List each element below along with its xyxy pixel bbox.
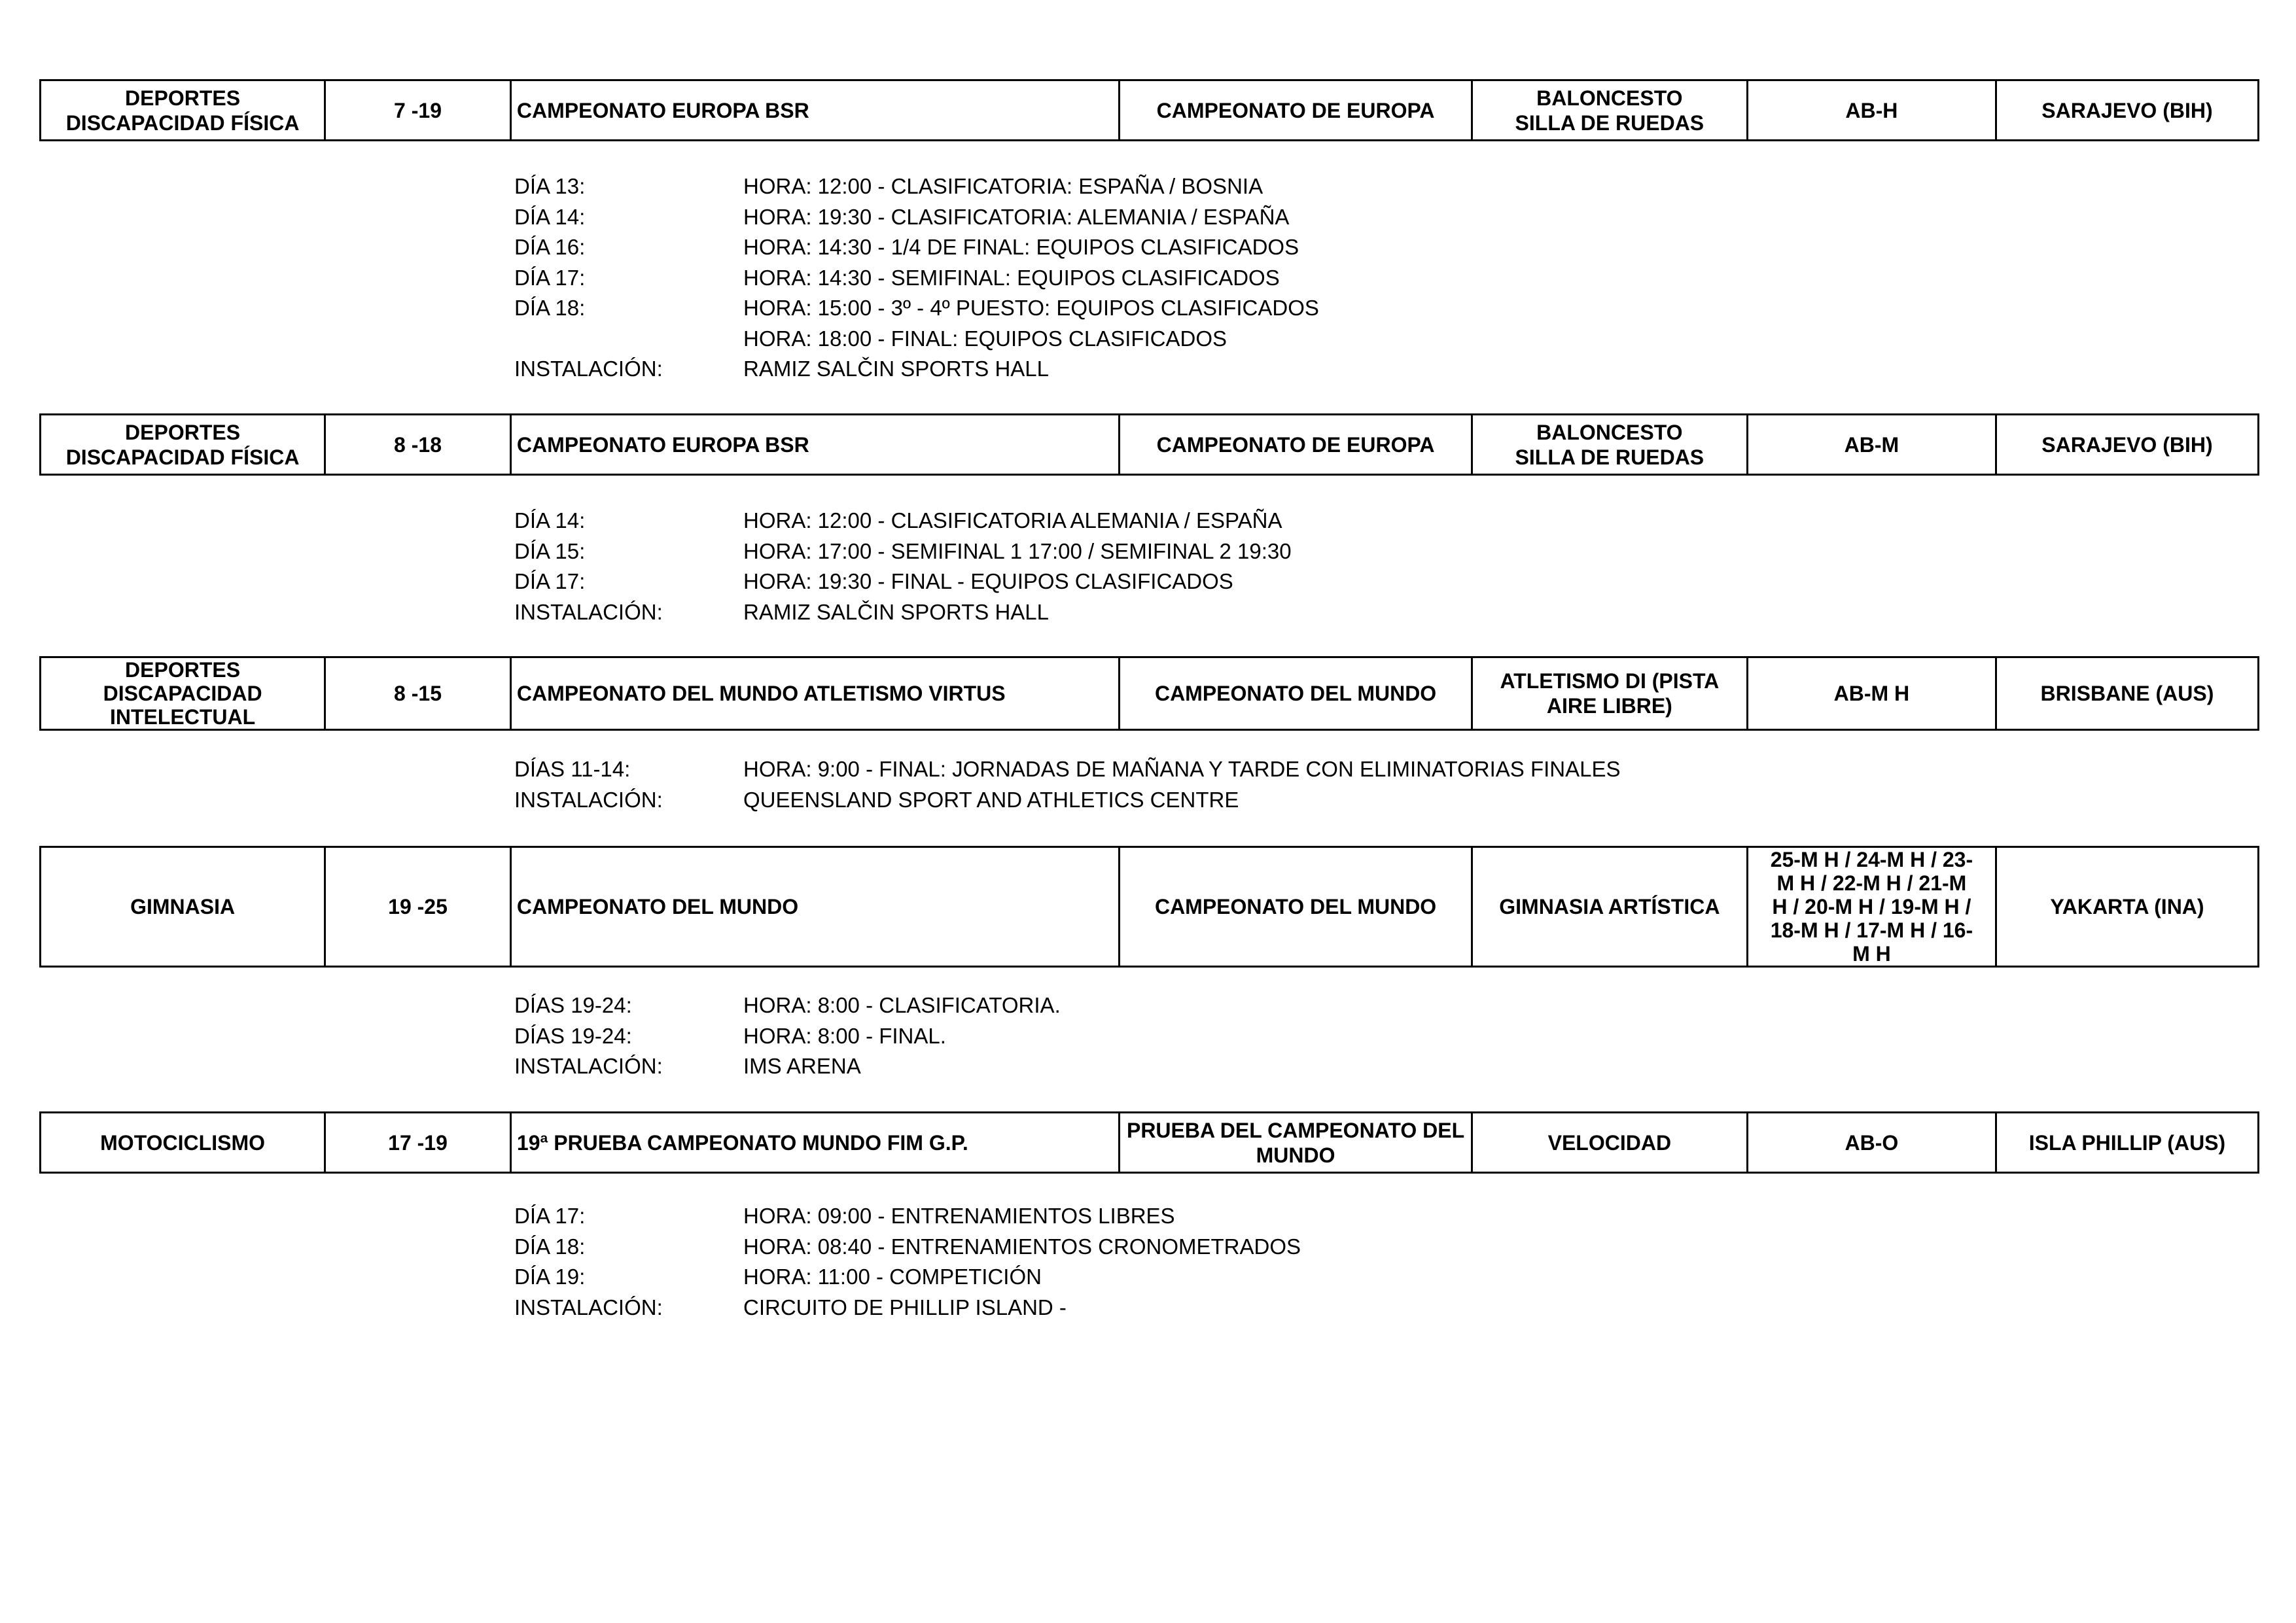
category-text: 25-M H / 24-M H / 23- M H / 22-M H / 21-M H / 20-M H / 19-M H / 18-M H / 17-M H / 16- M H — [1770, 848, 1973, 966]
event-details — [514, 990, 2085, 1082]
detail-value: HORA: 14:30 - SEMIFINAL: EQUIPOS CLASIFICADOS — [743, 265, 1280, 290]
detail-row — [514, 293, 2085, 324]
dates-cell: 7 -19 — [325, 80, 511, 141]
detail-row — [514, 1201, 2085, 1232]
sport-cell — [41, 415, 325, 475]
venue-value: IMS ARENA — [743, 1054, 861, 1078]
detail-row — [514, 1262, 2085, 1293]
event-row — [41, 847, 2259, 967]
discipline-cell: VELOCIDAD — [1472, 1113, 1747, 1173]
venue-label: INSTALACIÓN: — [514, 599, 663, 624]
detail-value: HORA: 17:00 - SEMIFINAL 1 17:00 / SEMIFINAL 2 19:30 — [743, 538, 1292, 563]
category-cell: AB-M H — [1747, 657, 1996, 730]
event-details — [514, 1201, 2085, 1323]
detail-value: HORA: 8:00 - CLASIFICATORIA. — [743, 993, 1061, 1017]
sport-cell: MOTOCICLISMO — [41, 1113, 325, 1173]
detail-row — [514, 506, 2085, 536]
competition-cell: CAMPEONATO EUROPA BSR — [510, 415, 1119, 475]
detail-value: HORA: 14:30 - 1/4 DE FINAL: EQUIPOS CLASIFICADOS — [743, 235, 1299, 259]
detail-value: HORA: 09:00 - ENTRENAMIENTOS LIBRES — [743, 1204, 1175, 1228]
venue-label: INSTALACIÓN: — [514, 1295, 663, 1319]
competition-cell: 19ª PRUEBA CAMPEONATO MUNDO FIM G.P. — [510, 1113, 1119, 1173]
discipline-text: BALONCESTO SILLA DE RUEDAS — [1515, 86, 1704, 135]
venue-value: QUEENSLAND SPORT AND ATHLETICS CENTRE — [743, 787, 1239, 812]
detail-row — [514, 263, 2085, 294]
type-cell: CAMPEONATO DE EUROPA — [1120, 415, 1472, 475]
detail-row — [514, 1021, 2085, 1052]
detail-label: DÍA 17: — [514, 265, 586, 290]
event-row — [41, 1113, 2259, 1173]
sport-cell: GIMNASIA — [41, 847, 325, 967]
dates-cell: 17 -19 — [325, 1113, 511, 1173]
detail-value: HORA: 18:00 - FINAL: EQUIPOS CLASIFICADOS — [743, 326, 1227, 351]
detail-label: DÍA 13: — [514, 174, 586, 198]
discipline-cell — [1472, 415, 1747, 475]
category-cell: AB-H — [1747, 80, 1996, 141]
detail-row — [514, 990, 2085, 1021]
detail-row — [514, 754, 2085, 785]
type-cell: CAMPEONATO DEL MUNDO — [1120, 657, 1472, 730]
detail-row — [514, 536, 2085, 567]
venue-row — [514, 1293, 2085, 1323]
venue-cell: BRISBANE (AUS) — [1996, 657, 2258, 730]
detail-label: DÍAS 19-24: — [514, 993, 632, 1017]
detail-label: DÍAS 11-14: — [514, 757, 631, 781]
detail-row — [514, 324, 2085, 355]
venue-label: INSTALACIÓN: — [514, 1054, 663, 1078]
venue-row — [514, 597, 2085, 628]
venue-row — [514, 785, 2085, 816]
venue-cell: SARAJEVO (BIH) — [1996, 80, 2258, 141]
venue-label: INSTALACIÓN: — [514, 357, 663, 381]
event-details — [514, 171, 2085, 385]
detail-value: HORA: 19:30 - CLASIFICATORIA: ALEMANIA / ESPAÑA — [743, 204, 1290, 229]
event-row-table — [39, 846, 2259, 968]
venue-value: RAMIZ SALČIN SPORTS HALL — [743, 357, 1050, 381]
dates-cell: 19 -25 — [325, 847, 511, 967]
venue-row — [514, 354, 2085, 385]
venue-cell: SARAJEVO (BIH) — [1996, 415, 2258, 475]
detail-row — [514, 232, 2085, 263]
event-row-table — [39, 1111, 2259, 1174]
detail-row — [514, 1232, 2085, 1263]
event-row — [41, 415, 2259, 475]
detail-row — [514, 202, 2085, 233]
detail-row — [514, 171, 2085, 202]
competition-cell: CAMPEONATO DEL MUNDO — [510, 847, 1119, 967]
sport-text: DEPORTES DISCAPACIDAD FÍSICA — [65, 420, 300, 469]
detail-label: DÍA 18: — [514, 1234, 586, 1259]
discipline-text: BALONCESTO SILLA DE RUEDAS — [1515, 420, 1704, 469]
venue-value: CIRCUITO DE PHILLIP ISLAND - — [743, 1295, 1067, 1319]
detail-label: DÍA 14: — [514, 204, 586, 229]
type-cell — [1120, 1113, 1472, 1173]
competition-cell: CAMPEONATO DEL MUNDO ATLETISMO VIRTUS — [510, 657, 1119, 730]
category-cell: AB-M — [1747, 415, 1996, 475]
detail-value: HORA: 9:00 - FINAL: JORNADAS DE MAÑANA Y TARDE CON ELIMINATORIAS FINALES — [743, 757, 1621, 781]
competition-cell: CAMPEONATO EUROPA BSR — [510, 80, 1119, 141]
dates-cell: 8 -15 — [325, 657, 511, 730]
event-row — [41, 657, 2259, 730]
detail-label: DÍA 14: — [514, 508, 586, 532]
sport-line-1: DEPORTES DISCAPACIDAD FÍSICA — [65, 86, 300, 135]
detail-value: HORA: 8:00 - FINAL. — [743, 1023, 946, 1048]
detail-label: DÍA 15: — [514, 538, 586, 563]
detail-label: DÍA 19: — [514, 1265, 586, 1289]
event-details — [514, 754, 2085, 815]
type-text: PRUEBA DEL CAMPEONATO DEL MUNDO — [1126, 1118, 1465, 1167]
event-row — [41, 80, 2259, 141]
sport-text: DEPORTES DISCAPACIDAD INTELECTUAL — [103, 658, 262, 729]
venue-value: RAMIZ SALČIN SPORTS HALL — [743, 599, 1050, 624]
detail-value: HORA: 12:00 - CLASIFICATORIA ALEMANIA / ESPAÑA — [743, 508, 1282, 532]
detail-label: DÍA 16: — [514, 235, 586, 259]
venue-cell: YAKARTA (INA) — [1996, 847, 2258, 967]
sport-cell — [41, 80, 325, 141]
type-cell: CAMPEONATO DE EUROPA — [1120, 80, 1472, 141]
event-row-table — [39, 79, 2259, 141]
detail-label: DÍA 17: — [514, 569, 586, 593]
detail-value: HORA: 15:00 - 3º - 4º PUESTO: EQUIPOS CLASIFICADOS — [743, 296, 1319, 320]
type-cell: CAMPEONATO DEL MUNDO — [1120, 847, 1472, 967]
detail-row — [514, 567, 2085, 597]
venue-label: INSTALACIÓN: — [514, 787, 663, 812]
category-cell — [1747, 847, 1996, 967]
category-cell: AB-O — [1747, 1113, 1996, 1173]
detail-label: DÍAS 19-24: — [514, 1023, 632, 1048]
discipline-cell: GIMNASIA ARTÍSTICA — [1472, 847, 1747, 967]
dates-cell: 8 -18 — [325, 415, 511, 475]
discipline-cell — [1472, 80, 1747, 141]
detail-value: HORA: 19:30 - FINAL - EQUIPOS CLASIFICADOS — [743, 569, 1233, 593]
event-details — [514, 506, 2085, 627]
detail-value: HORA: 12:00 - CLASIFICATORIA: ESPAÑA / BOSNIA — [743, 174, 1263, 198]
venue-cell: ISLA PHILLIP (AUS) — [1996, 1113, 2258, 1173]
detail-value: HORA: 08:40 - ENTRENAMIENTOS CRONOMETRADOS — [743, 1234, 1301, 1259]
discipline-text: ATLETISMO DI (PISTA AIRE LIBRE) — [1500, 669, 1720, 718]
venue-row — [514, 1051, 2085, 1082]
detail-label: DÍA 18: — [514, 296, 586, 320]
event-row-table — [39, 413, 2259, 476]
detail-label: DÍA 17: — [514, 1204, 586, 1228]
detail-value: HORA: 11:00 - COMPETICIÓN — [743, 1265, 1042, 1289]
event-row-table — [39, 656, 2259, 731]
sport-cell — [41, 657, 325, 730]
discipline-cell — [1472, 657, 1747, 730]
